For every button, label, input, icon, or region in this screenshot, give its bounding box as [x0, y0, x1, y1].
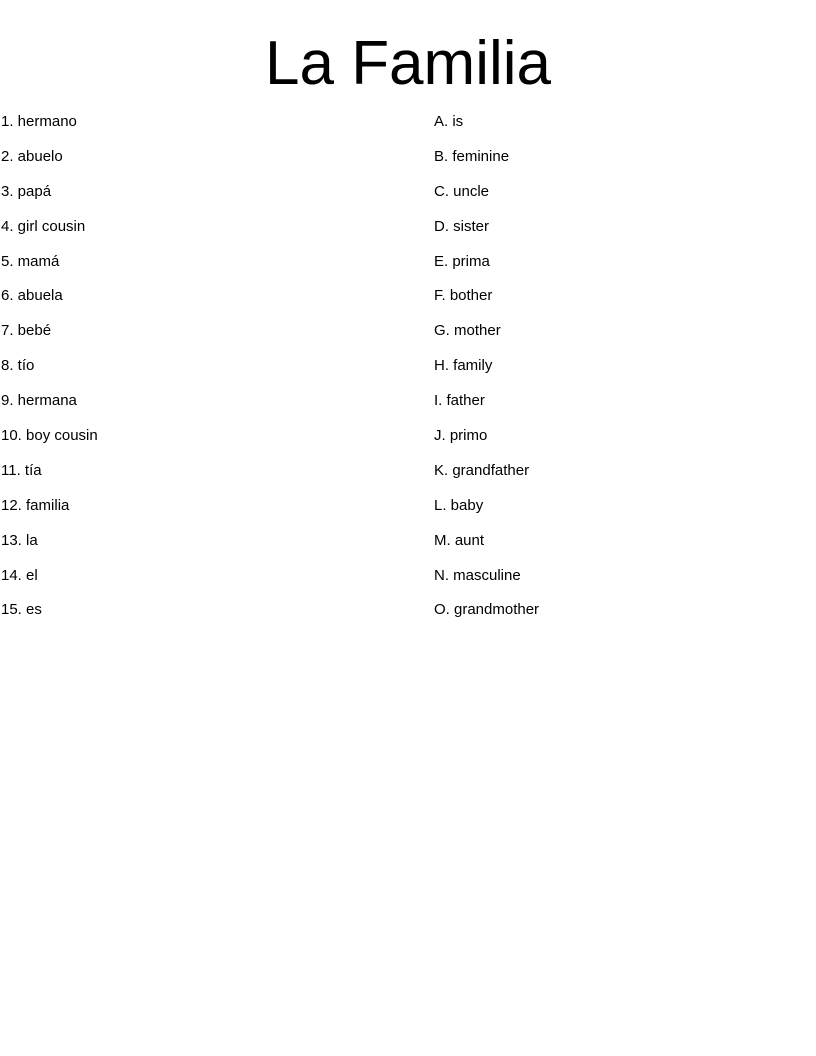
definition-item: D. sister	[434, 217, 490, 235]
term-item: 7. bebé	[1, 322, 52, 340]
term-item: 3. papá	[1, 182, 52, 200]
definitions-list	[434, 111, 804, 634]
definition-item: H. family	[434, 357, 493, 375]
term-item: 5. mamá	[1, 252, 60, 270]
definition-item: F. bother	[434, 287, 493, 305]
definition-item: G. mother	[434, 322, 501, 340]
term-item: 11. tía	[1, 461, 42, 479]
definition-item: L. baby	[434, 496, 484, 514]
definition-item: C. uncle	[434, 182, 490, 200]
term-item: 14. el	[1, 566, 38, 584]
term-item: 9. hermana	[1, 392, 77, 410]
term-item: 15. es	[1, 601, 42, 619]
term-item: 13. la	[1, 531, 38, 549]
definition-item: E. prima	[434, 252, 490, 270]
term-item: 12. familia	[1, 496, 70, 514]
definition-item: I. father	[434, 392, 485, 410]
terms-list	[1, 111, 401, 634]
definition-item: N. masculine	[434, 566, 521, 584]
term-item: 1. hermano	[1, 113, 77, 130]
term-item: 10. boy cousin	[1, 427, 98, 445]
term-item: 8. tío	[1, 357, 35, 375]
definition-item: M. aunt	[434, 531, 485, 549]
definition-item: B. feminine	[434, 147, 510, 165]
definition-item: O. grandmother	[434, 601, 540, 619]
term-item: 6. abuela	[1, 287, 63, 305]
page-title: La Familia	[265, 29, 551, 98]
definition-item: K. grandfather	[434, 461, 530, 479]
definition-item: A. is	[434, 113, 464, 130]
term-item: 4. girl cousin	[1, 217, 86, 235]
definition-item: J. primo	[434, 427, 488, 445]
term-item: 2. abuelo	[1, 147, 63, 165]
